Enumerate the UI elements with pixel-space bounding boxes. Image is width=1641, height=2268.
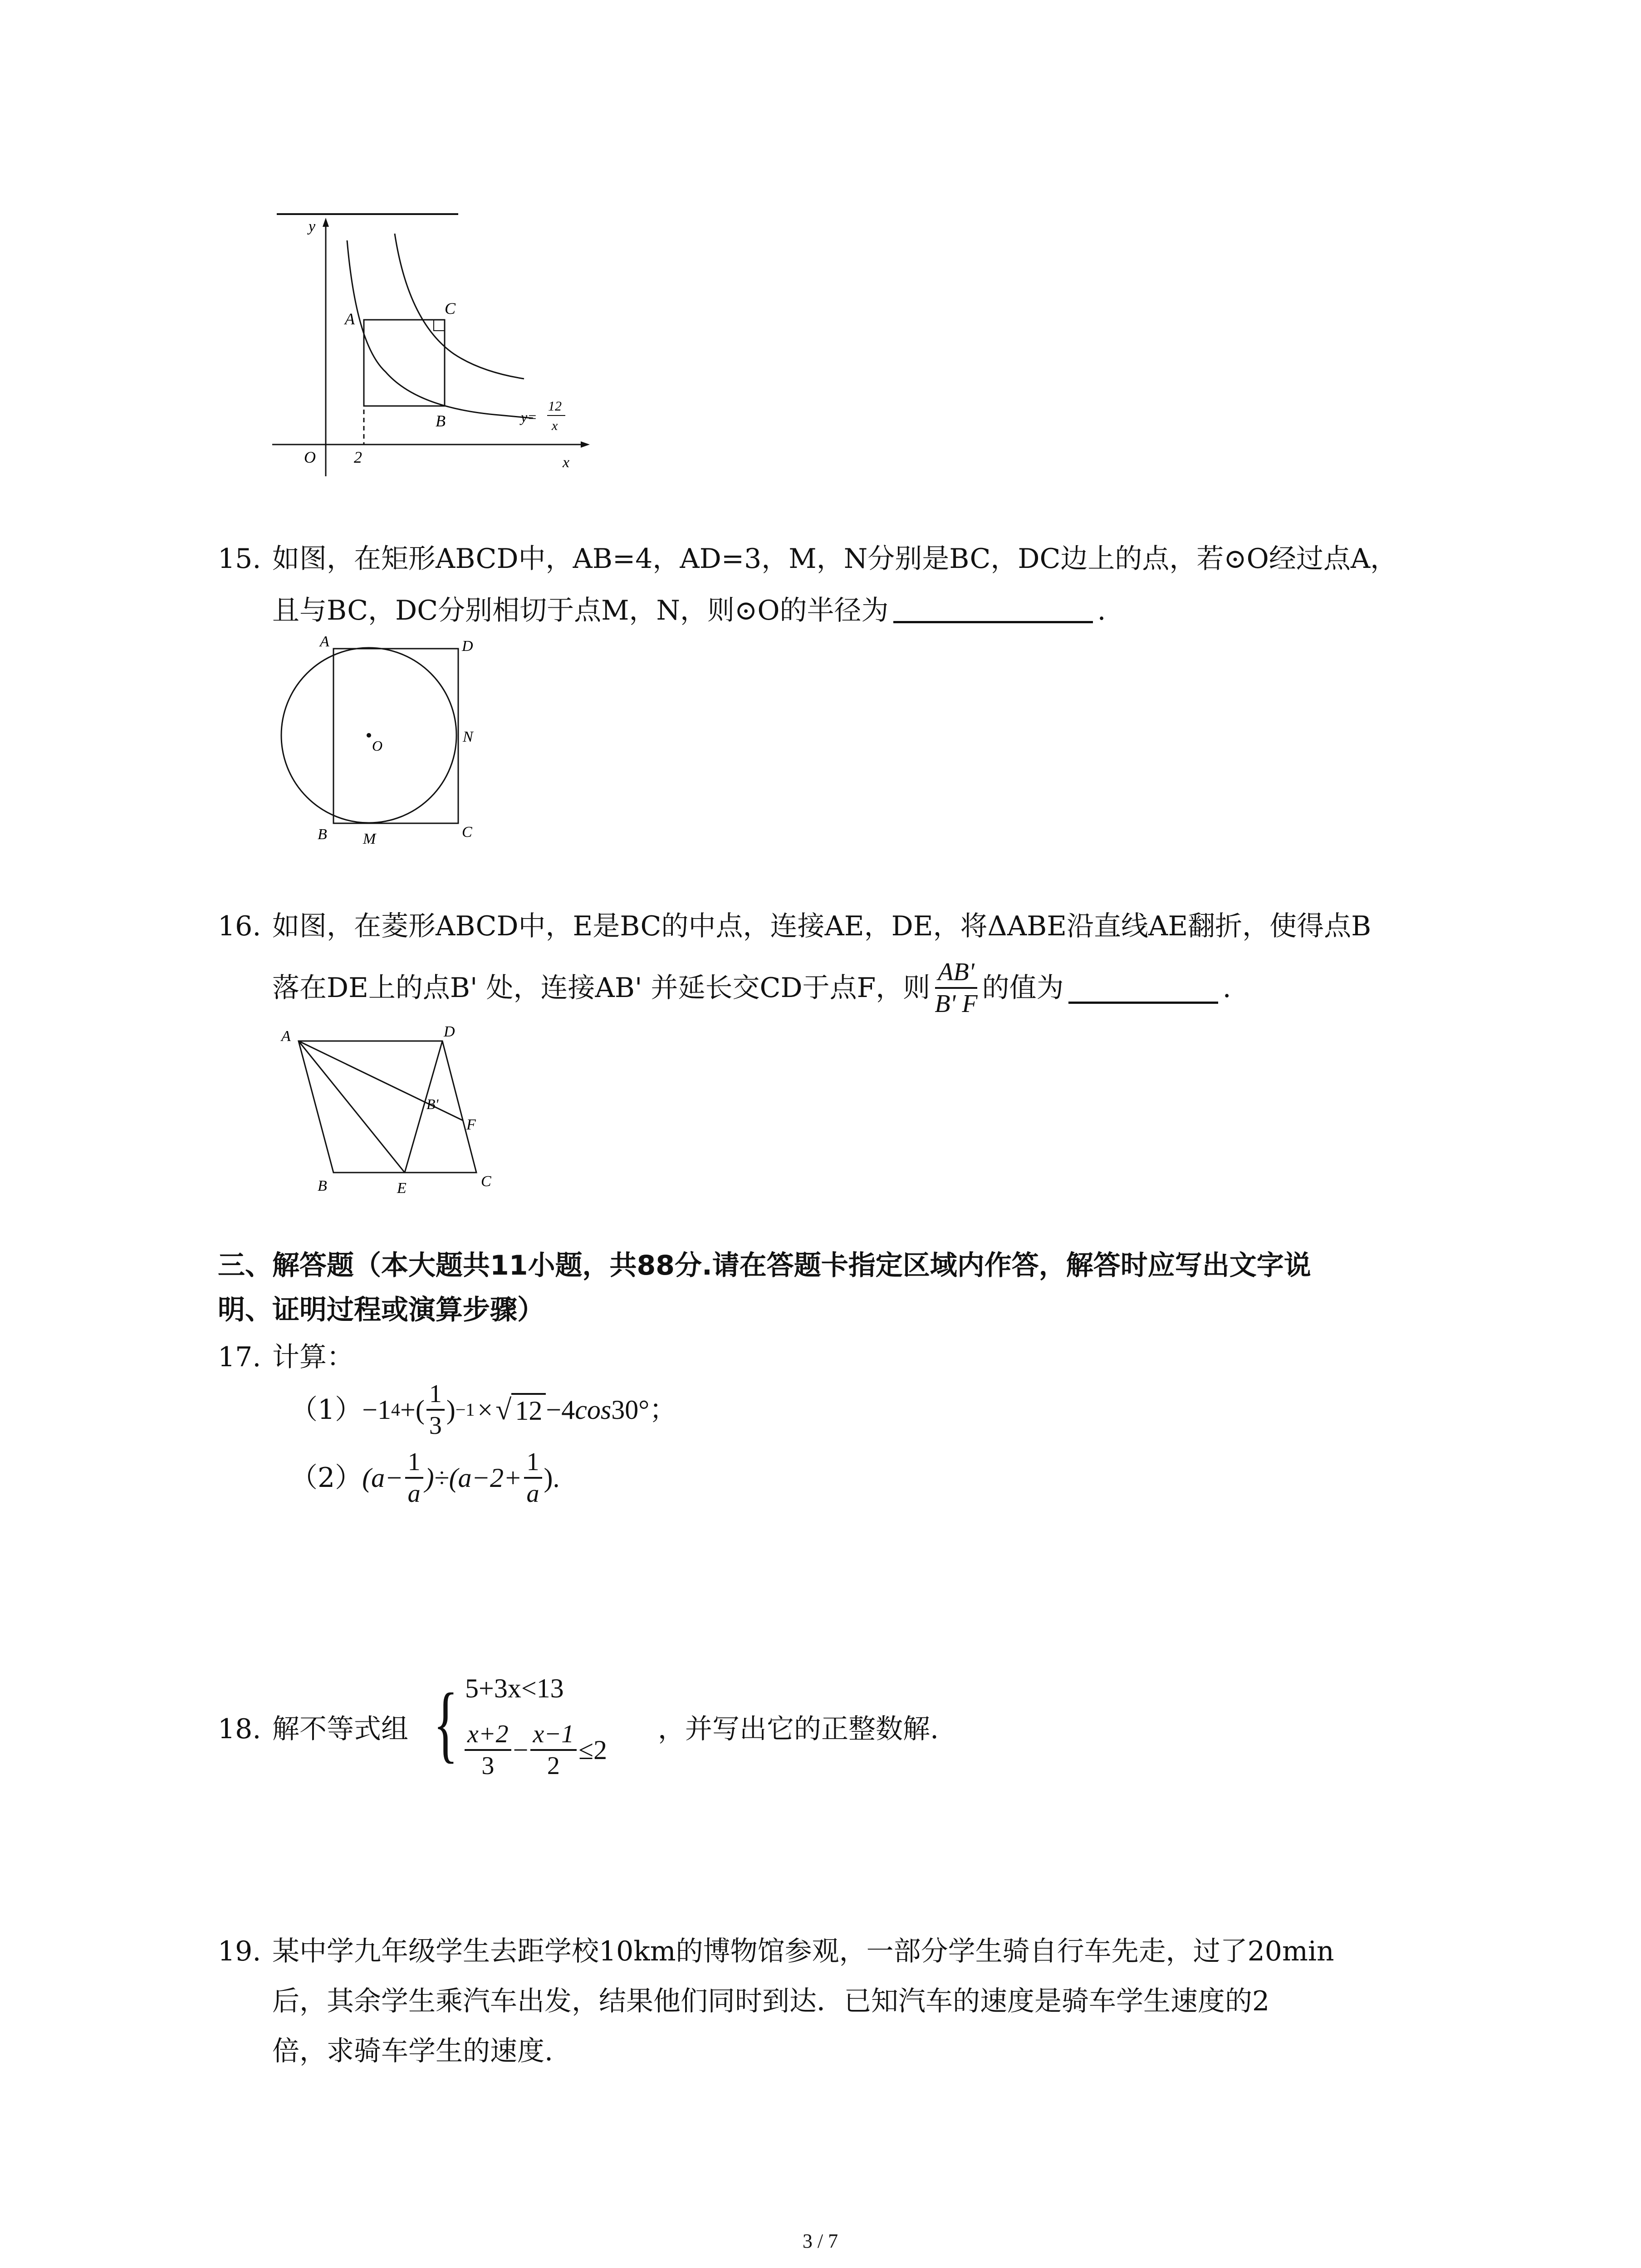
figure-hyperbola	[272, 209, 617, 481]
q17-p2-f2-num: 1	[524, 1447, 542, 1479]
q18-ineq2	[463, 1719, 607, 1781]
q18-minus: −	[513, 1735, 529, 1765]
q17-p1-f: 30°；	[611, 1395, 677, 1425]
q17-p1-frac	[426, 1379, 445, 1441]
q17-title: 计算：	[272, 1341, 354, 1373]
fig15-point-d: D	[462, 638, 473, 655]
q17-p1-frac-num: 1	[426, 1379, 445, 1411]
q18-tail: ，并写出它的正整数解.	[658, 1713, 939, 1745]
brace-icon: {	[433, 1676, 458, 1771]
q16-frac-den: B' F	[935, 990, 978, 1018]
q17-p1-a: −1	[362, 1395, 392, 1425]
fig14-tick-2: 2	[354, 448, 362, 466]
fig16-point-c: C	[481, 1173, 491, 1190]
q17-p1-expm1: −1	[455, 1399, 475, 1420]
fig14-curve-num: 12	[548, 399, 562, 414]
fig16-point-a: A	[281, 1028, 291, 1045]
q15-line1: 如图，在矩形ABCD中，AB=4，AD=3，M，N分别是BC，DC边上的点，若⊙O经过点A，	[272, 543, 1398, 575]
section3-heading-line1: 三、解答题（本大题共11小题，共88分.请在答题卡指定区域内作答，解答时应写出文字说	[218, 1250, 1311, 1281]
q17-p1-frac-den: 3	[429, 1412, 442, 1440]
q17-p2-f2-den: a	[526, 1480, 539, 1508]
q19-line1: 某中学九年级学生去距学校10km的博物馆参观，一部分学生骑自行车先走，过了20min	[272, 1936, 1334, 1967]
fig16-point-e: E	[397, 1180, 407, 1197]
fig14-curve-label: y=	[521, 409, 537, 425]
fig15-point-n: N	[463, 728, 473, 745]
section3-heading-line2: 明、证明过程或演算步骤）	[218, 1294, 544, 1326]
q17-p1-rad: 12	[511, 1393, 546, 1427]
q17-p2-b: )÷(a−2+	[425, 1463, 522, 1493]
q16-line2a: 落在DE上的点B' 处，连接AB' 并延长交CD于点F，则	[272, 972, 931, 1004]
fig14-point-c: C	[445, 299, 456, 318]
fig15-point-b: B	[318, 826, 327, 843]
q17-p1-b: +(	[400, 1395, 425, 1425]
fig14-origin: O	[304, 448, 316, 466]
fig15-point-m: M	[363, 831, 376, 847]
sqrt-icon: √	[495, 1393, 512, 1426]
fig15-point-a: A	[320, 635, 329, 650]
fig14-x-label: x	[563, 454, 570, 471]
q19-line3: 倍，求骑车学生的速度.	[272, 2035, 554, 2067]
q17-p1-exp4: 4	[391, 1399, 401, 1420]
q18-number: 18.	[218, 1713, 261, 1745]
q16-answer-blank[interactable]	[1068, 973, 1218, 1004]
q19-line2: 后，其余学生乘汽车出发，结果他们同时到达．已知汽车的速度是骑车学生速度的2	[272, 1985, 1270, 2017]
q16-fraction	[932, 957, 980, 1019]
q17-part1	[290, 1379, 676, 1441]
q17-p1-label: （1）	[290, 1394, 362, 1426]
fig15-point-c: C	[462, 824, 472, 841]
q15-answer-blank[interactable]	[893, 592, 1093, 623]
q16-end: .	[1222, 972, 1231, 1004]
q17-number: 17.	[218, 1341, 261, 1373]
q15-line2-row	[272, 587, 1106, 634]
q15-number: 15.	[218, 543, 261, 575]
q18-le: ≤2	[578, 1735, 607, 1765]
figure-rectangle-circle	[272, 635, 544, 848]
fig14-point-b: B	[436, 412, 446, 430]
q18-f1-den: 3	[481, 1752, 495, 1780]
q17-p2-label: （2）	[290, 1462, 362, 1494]
q16-number: 16.	[218, 910, 261, 942]
q18-frac2	[530, 1719, 577, 1781]
q16-frac-num: AB'	[935, 957, 977, 989]
q16-line2-row	[272, 957, 1231, 1019]
q17-p1-cos: cos	[575, 1395, 612, 1425]
q15-line2: 且与BC，DC分别相切于点M，N，则⊙O的半径为	[272, 595, 889, 626]
fig16-point-f: F	[466, 1116, 476, 1133]
q17-p2-f1-num: 1	[405, 1447, 423, 1479]
fig14-y-label: y	[309, 218, 316, 235]
curve-y-12-over-x	[347, 240, 533, 418]
page-number: 3 / 7	[802, 2230, 838, 2252]
q17-p1-e: −4	[546, 1395, 575, 1425]
q18-f2-den: 2	[547, 1752, 560, 1780]
fig14-point-a: A	[345, 310, 355, 328]
q17-p2-frac1	[405, 1447, 423, 1509]
q17-p2-f1-den: a	[407, 1480, 421, 1508]
q17-part2	[290, 1447, 560, 1509]
q18-ineq1: 5+3x<13	[465, 1673, 564, 1703]
fig14-curve-den: x	[552, 418, 558, 433]
q17-p2-c: ).	[544, 1463, 560, 1493]
q19-number: 19.	[218, 1936, 261, 1967]
q18-f2-num: x−1	[530, 1719, 577, 1751]
fig16-point-bprime: B'	[426, 1096, 439, 1112]
q17-p1-c: )	[446, 1395, 456, 1425]
q18-frac1	[465, 1719, 511, 1781]
q16-line2b: 的值为	[982, 972, 1064, 1004]
q17-p1-d: ×	[477, 1395, 493, 1425]
fig16-point-d: D	[444, 1023, 455, 1040]
q15-end: .	[1097, 595, 1106, 626]
fig15-point-o: O	[372, 738, 383, 754]
q17-p2-a: (a−	[362, 1463, 403, 1493]
q17-p2-frac2	[524, 1447, 542, 1509]
q16-line1: 如图，在菱形ABCD中，E是BC的中点，连接AE，DE，将ΔABE沿直线AE翻折，使得点B	[272, 910, 1372, 942]
q18-f1-num: x+2	[465, 1719, 511, 1751]
curve-outer	[395, 234, 524, 379]
figure-rhombus	[272, 1021, 526, 1202]
q18-lead: 解不等式组	[272, 1713, 408, 1745]
fig16-point-b: B	[318, 1178, 327, 1194]
